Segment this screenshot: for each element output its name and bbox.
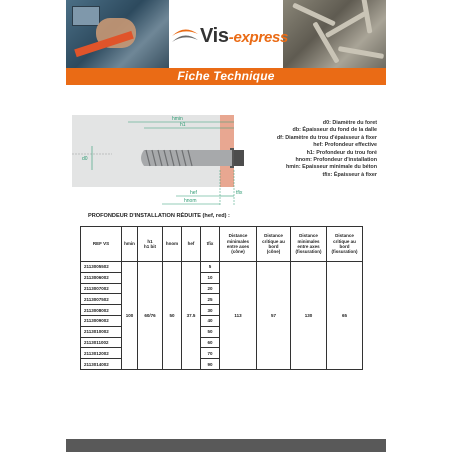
label-h1: h1 bbox=[180, 122, 186, 128]
screw-head bbox=[234, 150, 244, 166]
header-tfix: tfix bbox=[201, 227, 220, 262]
cell-tfix: 50 bbox=[201, 326, 220, 337]
anchor-installation-diagram bbox=[72, 110, 262, 210]
cell-ref: 2113005502 bbox=[81, 262, 122, 273]
header-hmin: hmin bbox=[122, 227, 138, 262]
header-hnom: hnom bbox=[163, 227, 182, 262]
header-ref: REF VS bbox=[81, 227, 122, 262]
label-tfix: tfix bbox=[236, 190, 243, 196]
cell-tfix: 60 bbox=[201, 337, 220, 348]
cell-h1: 60/76 bbox=[138, 262, 163, 370]
cell-tfix: 5 bbox=[201, 262, 220, 273]
brand-main: Vis bbox=[200, 25, 229, 47]
cell-tfix: 90 bbox=[201, 359, 220, 370]
table-row bbox=[81, 262, 363, 273]
cell-tfix: 70 bbox=[201, 348, 220, 359]
footer-bar bbox=[66, 439, 386, 452]
cell-ref: 2113012002 bbox=[81, 348, 122, 359]
legend-item: tfix: Épaisseur à fixer bbox=[322, 171, 377, 178]
header-dist-min-cone: Distance minimales entre axes (cône) bbox=[220, 227, 257, 262]
cell-hnom: 50 bbox=[163, 262, 182, 370]
label-hnom: hnom bbox=[184, 198, 197, 204]
cell-dist-min-fiss: 130 bbox=[291, 262, 327, 370]
page-title: Fiche Technique bbox=[177, 69, 275, 83]
dimension-legend bbox=[262, 120, 377, 179]
brand-name bbox=[200, 25, 288, 48]
label-d0: d0 bbox=[82, 156, 88, 162]
technical-sheet-page bbox=[66, 0, 386, 452]
legend-item: db: Épaisseur du fond de la dalle bbox=[292, 127, 377, 134]
spec-table bbox=[80, 226, 363, 370]
header-photo-workbench bbox=[66, 0, 169, 68]
label-hmin: hmin bbox=[172, 116, 183, 122]
cell-ref: 2113014002 bbox=[81, 359, 122, 370]
table-header-row bbox=[81, 227, 363, 262]
cell-tfix: 25 bbox=[201, 294, 220, 305]
legend-item: hnom: Profondeur d'installation bbox=[295, 157, 377, 164]
cell-dist-crit-fiss: 65 bbox=[327, 262, 363, 370]
header-dist-crit-fiss: Distance critique au bord (fissuration) bbox=[327, 227, 363, 262]
cell-ref: 2113007002 bbox=[81, 283, 122, 294]
header-photo-screws bbox=[283, 0, 386, 68]
header-h1: h1 h1 bit bbox=[138, 227, 163, 262]
cell-dist-crit-cone: 57 bbox=[257, 262, 291, 370]
cell-tfix: 30 bbox=[201, 305, 220, 316]
header-dist-min-fiss: Distance minimales entre axes (fissuration) bbox=[291, 227, 327, 262]
screw-shank bbox=[141, 150, 232, 166]
cell-ref: 2113008002 bbox=[81, 305, 122, 316]
vis-express-logo bbox=[170, 22, 289, 52]
legend-item: df: Diamètre du trou d'épaisseur à fixer bbox=[276, 134, 377, 141]
header-hef: hef bbox=[182, 227, 201, 262]
legend-item: hef: Profondeur effective bbox=[313, 142, 377, 149]
organizer-box-shape bbox=[72, 6, 100, 26]
screw-shape bbox=[338, 46, 384, 59]
cell-ref: 2113011002 bbox=[81, 337, 122, 348]
section-title: PROFONDEUR D'INSTALLATION RÉDUITE (hef, red) : bbox=[88, 213, 230, 219]
brand-accent: -express bbox=[228, 29, 289, 46]
legend-item: d0: Diamètre du foret bbox=[322, 120, 377, 126]
cell-hef: 37.5 bbox=[182, 262, 201, 370]
legend-item: h1: Profondeur du trou foré bbox=[306, 149, 377, 156]
cell-ref: 2113006002 bbox=[81, 272, 122, 283]
cell-hmin: 100 bbox=[122, 262, 138, 370]
swoosh-logo-icon bbox=[170, 24, 200, 54]
cell-ref: 2113007502 bbox=[81, 294, 122, 305]
cell-ref: 2113009002 bbox=[81, 315, 122, 326]
header-dist-crit-cone: Distance critique au bord (cône) bbox=[257, 227, 291, 262]
cell-tfix: 20 bbox=[201, 283, 220, 294]
cell-tfix: 10 bbox=[201, 272, 220, 283]
legend-item: hmin: Epaisseur minimale du béton bbox=[285, 164, 377, 171]
cell-dist-min-cone: 113 bbox=[220, 262, 257, 370]
cell-ref: 2113010002 bbox=[81, 326, 122, 337]
cell-tfix: 40 bbox=[201, 315, 220, 326]
title-banner bbox=[66, 68, 386, 85]
label-hef: hef bbox=[190, 190, 197, 196]
